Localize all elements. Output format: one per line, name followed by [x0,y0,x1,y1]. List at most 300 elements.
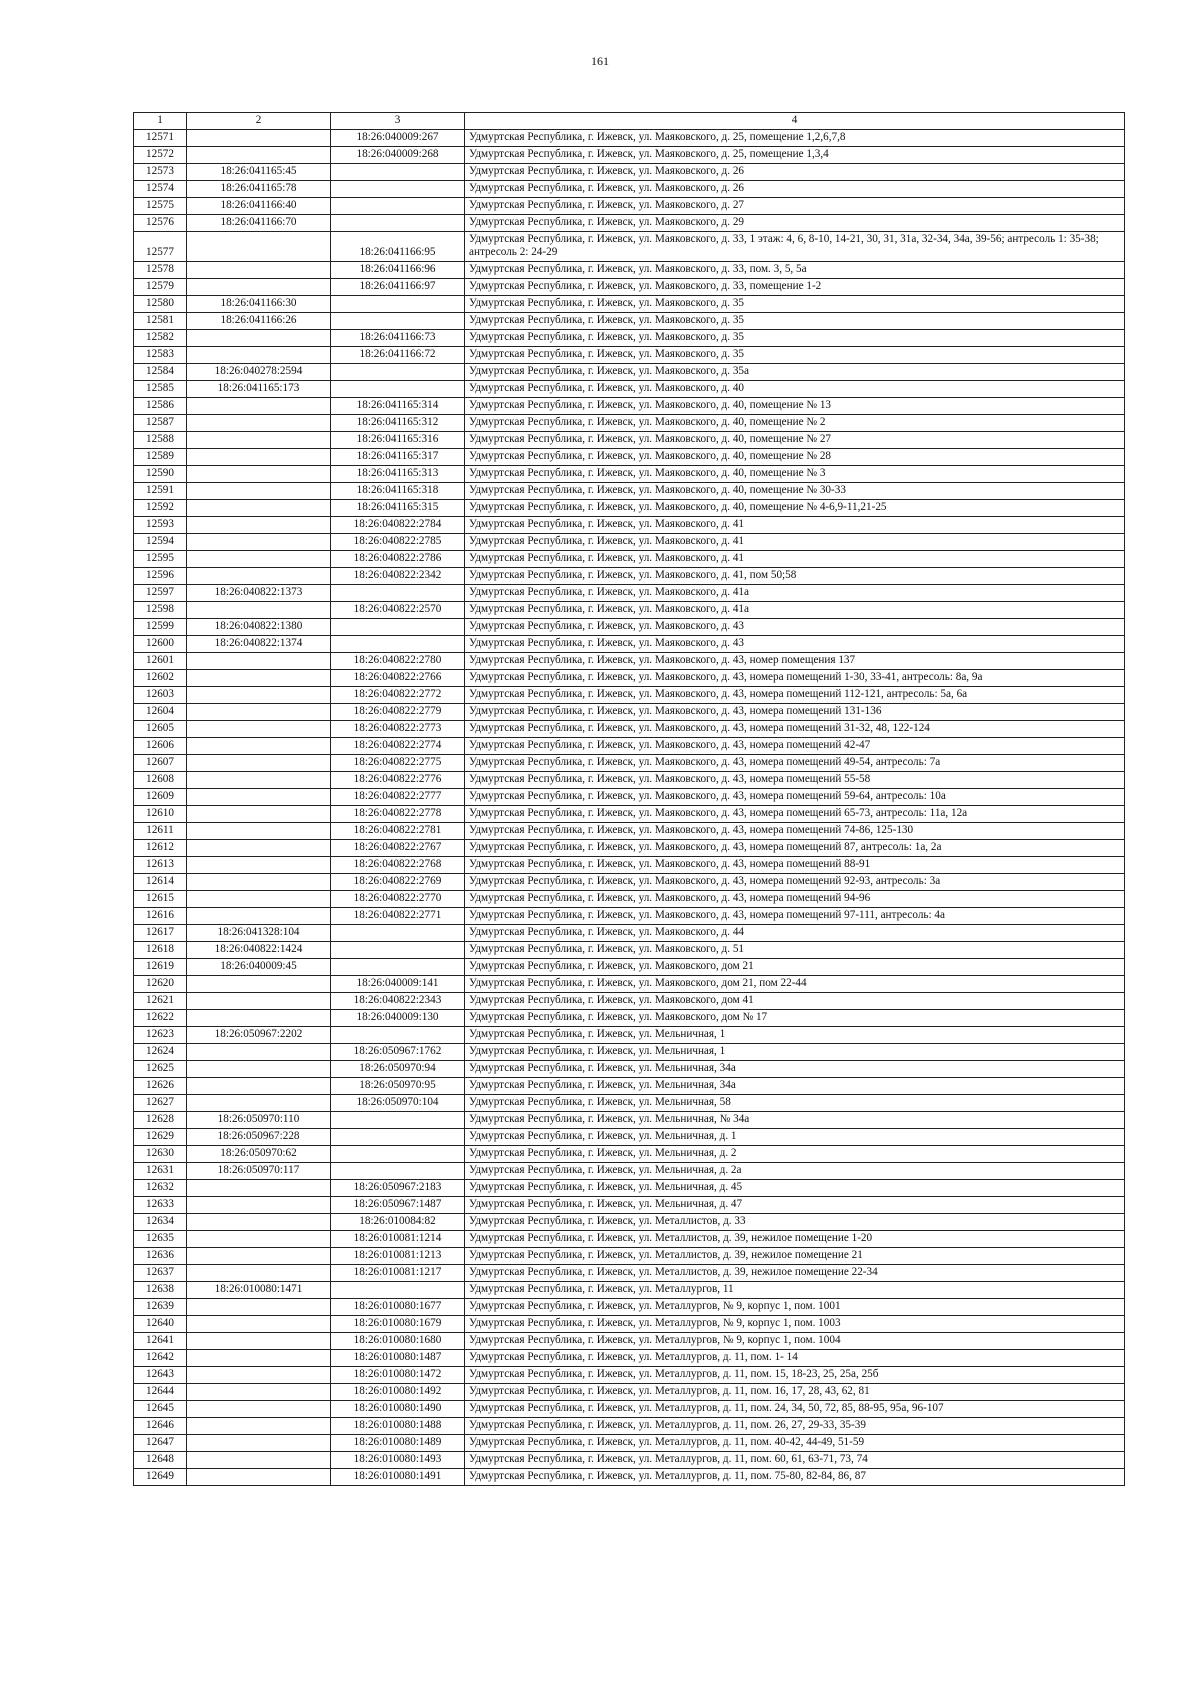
row-number-cell: 12597 [134,585,187,602]
table-row [134,585,1125,602]
premises-cadastral-cell: 18:26:040822:2778 [331,806,465,823]
cadastral-number-cell [187,534,331,551]
table-row [134,262,1125,279]
premises-cadastral-cell: 18:26:040822:2343 [331,993,465,1010]
premises-cadastral-cell: 18:26:040822:2772 [331,687,465,704]
premises-cadastral-cell [331,619,465,636]
premises-cadastral-cell: 18:26:041165:318 [331,483,465,500]
address-cell: Удмуртская Республика, г. Ижевск, ул. Мельничная, д. 45 [465,1180,1125,1197]
premises-cadastral-cell: 18:26:040822:2781 [331,823,465,840]
address-cell: Удмуртская Республика, г. Ижевск, ул. Маяковского, д. 43, номера помещений 49-54, антресоль: 7а [465,755,1125,772]
premises-cadastral-cell: 18:26:041166:73 [331,330,465,347]
row-number-cell: 12648 [134,1452,187,1469]
cadastral-number-cell [187,483,331,500]
premises-cadastral-cell [331,215,465,232]
cadastral-number-cell [187,568,331,585]
cadastral-number-cell [187,415,331,432]
table-row [134,806,1125,823]
cadastral-number-cell [187,1299,331,1316]
premises-cadastral-cell: 18:26:040822:2784 [331,517,465,534]
row-number-cell: 12642 [134,1350,187,1367]
row-number-cell: 12641 [134,1333,187,1350]
premises-cadastral-cell: 18:26:040822:2770 [331,891,465,908]
row-number-cell: 12607 [134,755,187,772]
address-cell: Удмуртская Республика, г. Ижевск, ул. Маяковского, д. 43, номера помещений 1-30, 33-41, антресоль: 8а, 9а [465,670,1125,687]
premises-cadastral-cell: 18:26:040822:2769 [331,874,465,891]
cadastral-number-cell: 18:26:041328:104 [187,925,331,942]
table-row [134,347,1125,364]
cadastral-number-cell [187,976,331,993]
row-number-cell: 12620 [134,976,187,993]
address-cell: Удмуртская Республика, г. Ижевск, ул. Металлургов, д. 11, пом. 1- 14 [465,1350,1125,1367]
cadastral-number-cell: 18:26:041166:40 [187,198,331,215]
premises-cadastral-cell: 18:26:040822:2773 [331,721,465,738]
address-cell: Удмуртская Республика, г. Ижевск, ул. Маяковского, д. 35а [465,364,1125,381]
table-row [134,181,1125,198]
cadastral-number-cell [187,874,331,891]
cadastral-number-cell [187,908,331,925]
cadastral-number-cell: 18:26:050970:110 [187,1112,331,1129]
row-number-cell: 12637 [134,1265,187,1282]
cadastral-number-cell [187,1384,331,1401]
address-cell: Удмуртская Республика, г. Ижевск, ул. Маяковского, д. 43, номера помещений 31-32, 48, 122-124 [465,721,1125,738]
row-number-cell: 12589 [134,449,187,466]
row-number-cell: 12593 [134,517,187,534]
premises-cadastral-cell: 18:26:040009:141 [331,976,465,993]
premises-cadastral-cell: 18:26:050970:94 [331,1061,465,1078]
address-cell: Удмуртская Республика, г. Ижевск, ул. Маяковского, д. 41, пом 50;58 [465,568,1125,585]
premises-cadastral-cell: 18:26:040822:2766 [331,670,465,687]
cadastral-number-cell [187,653,331,670]
row-number-cell: 12630 [134,1146,187,1163]
premises-cadastral-cell [331,1027,465,1044]
row-number-cell: 12572 [134,147,187,164]
table-row [134,1112,1125,1129]
row-number-cell: 12647 [134,1435,187,1452]
cadastral-number-cell [187,1333,331,1350]
row-number-cell: 12602 [134,670,187,687]
row-number-cell: 12595 [134,551,187,568]
table-row [134,1078,1125,1095]
table-row [134,1282,1125,1299]
row-number-cell: 12603 [134,687,187,704]
cadastral-number-cell: 18:26:040822:1424 [187,942,331,959]
premises-cadastral-cell [331,296,465,313]
address-cell: Удмуртская Республика, г. Ижевск, ул. Металлургов, 11 [465,1282,1125,1299]
cadastral-number-cell [187,1180,331,1197]
row-number-cell: 12579 [134,279,187,296]
premises-cadastral-cell: 18:26:041165:312 [331,415,465,432]
table-row [134,925,1125,942]
cadastral-number-cell [187,840,331,857]
table-row [134,313,1125,330]
premises-cadastral-cell: 18:26:040822:2780 [331,653,465,670]
address-cell: Удмуртская Республика, г. Ижевск, ул. Маяковского, д. 43, номера помещений 88-91 [465,857,1125,874]
cadastral-number-cell [187,517,331,534]
table-row [134,483,1125,500]
table-row [134,147,1125,164]
row-number-cell: 12622 [134,1010,187,1027]
row-number-cell: 12636 [134,1248,187,1265]
address-cell: Удмуртская Республика, г. Ижевск, ул. Металлургов, д. 11, пом. 16, 17, 28, 43, 62, 81 [465,1384,1125,1401]
row-number-cell: 12621 [134,993,187,1010]
cadastral-number-cell [187,262,331,279]
premises-cadastral-cell: 18:26:010081:1213 [331,1248,465,1265]
premises-cadastral-cell: 18:26:010080:1487 [331,1350,465,1367]
premises-cadastral-cell: 18:26:050967:2183 [331,1180,465,1197]
cadastral-number-cell [187,687,331,704]
premises-cadastral-cell: 18:26:050967:1762 [331,1044,465,1061]
table-row [134,891,1125,908]
cadastral-number-cell [187,670,331,687]
premises-cadastral-cell: 18:26:040009:268 [331,147,465,164]
cadastral-number-cell: 18:26:040009:45 [187,959,331,976]
table-row [134,517,1125,534]
premises-cadastral-cell: 18:26:040822:2777 [331,789,465,806]
table-row [134,432,1125,449]
table-row [134,908,1125,925]
premises-cadastral-cell: 18:26:041165:317 [331,449,465,466]
address-cell: Удмуртская Республика, г. Ижевск, ул. Металлистов, д. 39, нежилое помещение 21 [465,1248,1125,1265]
address-cell: Удмуртская Республика, г. Ижевск, ул. Металлургов, № 9, корпус 1, пом. 1003 [465,1316,1125,1333]
table-row [134,449,1125,466]
row-number-cell: 12614 [134,874,187,891]
address-cell: Удмуртская Республика, г. Ижевск, ул. Маяковского, д. 40, помещение № 28 [465,449,1125,466]
table-row [134,1197,1125,1214]
premises-cadastral-cell [331,1129,465,1146]
row-number-cell: 12580 [134,296,187,313]
row-number-cell: 12599 [134,619,187,636]
table-row [134,874,1125,891]
address-cell: Удмуртская Республика, г. Ижевск, ул. Металлургов, д. 11, пом. 75-80, 82-84, 86, 87 [465,1469,1125,1486]
premises-cadastral-cell: 18:26:040009:130 [331,1010,465,1027]
address-cell: Удмуртская Республика, г. Ижевск, ул. Маяковского, д. 41 [465,517,1125,534]
row-number-cell: 12577 [134,232,187,262]
address-cell: Удмуртская Республика, г. Ижевск, ул. Мельничная, д. 1 [465,1129,1125,1146]
table-row [134,398,1125,415]
row-number-cell: 12615 [134,891,187,908]
table-body [134,130,1125,1486]
address-cell: Удмуртская Республика, г. Ижевск, ул. Маяковского, д. 35 [465,330,1125,347]
row-number-cell: 12587 [134,415,187,432]
table-row [134,1027,1125,1044]
premises-cadastral-cell: 18:26:010080:1677 [331,1299,465,1316]
cadastral-number-cell [187,1197,331,1214]
premises-cadastral-cell: 18:26:010080:1489 [331,1435,465,1452]
row-number-cell: 12581 [134,313,187,330]
address-cell: Удмуртская Республика, г. Ижевск, ул. Маяковского, д. 40, помещение № 2 [465,415,1125,432]
premises-cadastral-cell: 18:26:041165:316 [331,432,465,449]
address-cell: Удмуртская Республика, г. Ижевск, ул. Мельничная, 34а [465,1061,1125,1078]
address-cell: Удмуртская Республика, г. Ижевск, ул. Маяковского, д. 26 [465,181,1125,198]
cadastral-number-cell [187,1010,331,1027]
cadastral-number-cell [187,551,331,568]
table-row [134,993,1125,1010]
row-number-cell: 12623 [134,1027,187,1044]
address-cell: Удмуртская Республика, г. Ижевск, ул. Маяковского, д. 33, 1 этаж: 4, 6, 8-10, 14-21, 30, 31, 31а, 32-34, 34а, 39-56; антресоль 1: 35-38; антресоль 2: 24-29 [465,232,1125,262]
row-number-cell: 12649 [134,1469,187,1486]
cadastral-number-cell: 18:26:050970:62 [187,1146,331,1163]
cadastral-number-cell [187,1401,331,1418]
address-cell: Удмуртская Республика, г. Ижевск, ул. Маяковского, д. 40, помещение № 27 [465,432,1125,449]
premises-cadastral-cell [331,364,465,381]
table-row [134,500,1125,517]
table-row [134,704,1125,721]
cadastral-number-cell [187,500,331,517]
premises-cadastral-cell: 18:26:050967:1487 [331,1197,465,1214]
table-row [134,1180,1125,1197]
row-number-cell: 12631 [134,1163,187,1180]
row-number-cell: 12575 [134,198,187,215]
row-number-cell: 12633 [134,1197,187,1214]
row-number-cell: 12625 [134,1061,187,1078]
row-number-cell: 12598 [134,602,187,619]
address-cell: Удмуртская Республика, г. Ижевск, ул. Металлургов, д. 11, пом. 60, 61, 63-71, 73, 74 [465,1452,1125,1469]
premises-cadastral-cell: 18:26:010081:1217 [331,1265,465,1282]
row-number-cell: 12638 [134,1282,187,1299]
premises-cadastral-cell: 18:26:010084:82 [331,1214,465,1231]
table-row [134,772,1125,789]
cadastral-number-cell [187,704,331,721]
table-row [134,602,1125,619]
address-cell: Удмуртская Республика, г. Ижевск, ул. Маяковского, д. 43, номера помещений 131-136 [465,704,1125,721]
table-row [134,198,1125,215]
premises-cadastral-cell: 18:26:010080:1472 [331,1367,465,1384]
address-cell: Удмуртская Республика, г. Ижевск, ул. Металлургов, д. 11, пом. 15, 18-23, 25, 25а, 25б [465,1367,1125,1384]
row-number-cell: 12582 [134,330,187,347]
address-cell: Удмуртская Республика, г. Ижевск, ул. Маяковского, д. 41а [465,585,1125,602]
premises-cadastral-cell: 18:26:040822:2776 [331,772,465,789]
cadastral-number-cell [187,1367,331,1384]
row-number-cell: 12608 [134,772,187,789]
address-cell: Удмуртская Республика, г. Ижевск, ул. Маяковского, дом № 17 [465,1010,1125,1027]
cadastral-number-cell: 18:26:040278:2594 [187,364,331,381]
table-row [134,823,1125,840]
address-cell: Удмуртская Республика, г. Ижевск, ул. Металлистов, д. 33 [465,1214,1125,1231]
table-row [134,636,1125,653]
table-header-row [134,113,1125,130]
table-row [134,1095,1125,1112]
cadastral-number-cell: 18:26:010080:1471 [187,1282,331,1299]
address-cell: Удмуртская Республика, г. Ижевск, ул. Маяковского, д. 25, помещение 1,2,6,7,8 [465,130,1125,147]
register-table [133,112,1125,1486]
cadastral-number-cell [187,1061,331,1078]
cadastral-number-cell [187,1316,331,1333]
row-number-cell: 12594 [134,534,187,551]
table-row [134,1367,1125,1384]
address-cell: Удмуртская Республика, г. Ижевск, ул. Мельничная, д. 2 [465,1146,1125,1163]
address-cell: Удмуртская Республика, г. Ижевск, ул. Маяковского, д. 35 [465,347,1125,364]
row-number-cell: 12611 [134,823,187,840]
row-number-cell: 12610 [134,806,187,823]
address-cell: Удмуртская Республика, г. Ижевск, ул. Мельничная, № 34а [465,1112,1125,1129]
premises-cadastral-cell: 18:26:010080:1490 [331,1401,465,1418]
address-cell: Удмуртская Республика, г. Ижевск, ул. Маяковского, д. 43, номера помещений 112-121, антресоль: 5а, 6а [465,687,1125,704]
row-number-cell: 12643 [134,1367,187,1384]
address-cell: Удмуртская Республика, г. Ижевск, ул. Мельничная, д. 47 [465,1197,1125,1214]
address-cell: Удмуртская Республика, г. Ижевск, ул. Маяковского, дом 41 [465,993,1125,1010]
table-row [134,130,1125,147]
premises-cadastral-cell [331,942,465,959]
address-cell: Удмуртская Республика, г. Ижевск, ул. Мельничная, 1 [465,1044,1125,1061]
premises-cadastral-cell [331,381,465,398]
table-row [134,840,1125,857]
address-cell: Удмуртская Республика, г. Ижевск, ул. Мельничная, 1 [465,1027,1125,1044]
table-row [134,1163,1125,1180]
address-cell: Удмуртская Республика, г. Ижевск, ул. Маяковского, д. 51 [465,942,1125,959]
cadastral-number-cell [187,891,331,908]
premises-cadastral-cell: 18:26:041166:72 [331,347,465,364]
cadastral-number-cell [187,147,331,164]
row-number-cell: 12586 [134,398,187,415]
cadastral-number-cell [187,466,331,483]
address-cell: Удмуртская Республика, г. Ижевск, ул. Металлургов, д. 11, пом. 24, 34, 50, 72, 85, 88-95, 95а, 96-107 [465,1401,1125,1418]
cadastral-number-cell [187,432,331,449]
row-number-cell: 12644 [134,1384,187,1401]
table-row [134,653,1125,670]
row-number-cell: 12616 [134,908,187,925]
cadastral-number-cell [187,1469,331,1486]
address-cell: Удмуртская Республика, г. Ижевск, ул. Маяковского, д. 27 [465,198,1125,215]
table-row [134,232,1125,262]
row-number-cell: 12606 [134,738,187,755]
cadastral-number-cell: 18:26:041165:45 [187,164,331,181]
cadastral-number-cell: 18:26:041166:26 [187,313,331,330]
row-number-cell: 12604 [134,704,187,721]
address-cell: Удмуртская Республика, г. Ижевск, ул. Металлистов, д. 39, нежилое помещение 22-34 [465,1265,1125,1282]
cadastral-number-cell [187,347,331,364]
row-number-cell: 12629 [134,1129,187,1146]
table-row [134,364,1125,381]
table-row [134,857,1125,874]
cadastral-number-cell [187,857,331,874]
premises-cadastral-cell [331,198,465,215]
table-row [134,466,1125,483]
premises-cadastral-cell: 18:26:040822:2775 [331,755,465,772]
premises-cadastral-cell: 18:26:010080:1680 [331,1333,465,1350]
cadastral-number-cell [187,1452,331,1469]
premises-cadastral-cell: 18:26:050970:104 [331,1095,465,1112]
row-number-cell: 12627 [134,1095,187,1112]
cadastral-number-cell: 18:26:040822:1374 [187,636,331,653]
row-number-cell: 12612 [134,840,187,857]
address-cell: Удмуртская Республика, г. Ижевск, ул. Маяковского, д. 33, помещение 1-2 [465,279,1125,296]
address-cell: Удмуртская Республика, г. Ижевск, ул. Маяковского, д. 26 [465,164,1125,181]
address-cell: Удмуртская Республика, г. Ижевск, ул. Маяковского, д. 43 [465,636,1125,653]
row-number-cell: 12632 [134,1180,187,1197]
cadastral-number-cell [187,1350,331,1367]
address-cell: Удмуртская Республика, г. Ижевск, ул. Маяковского, д. 35 [465,313,1125,330]
cadastral-number-cell [187,449,331,466]
cadastral-number-cell [187,1418,331,1435]
cadastral-number-cell [187,789,331,806]
cadastral-number-cell [187,993,331,1010]
address-cell: Удмуртская Республика, г. Ижевск, ул. Маяковского, д. 43, номера помещений 87, антресоль: 1а, 2а [465,840,1125,857]
address-cell: Удмуртская Республика, г. Ижевск, ул. Маяковского, д. 33, пом. 3, 5, 5а [465,262,1125,279]
row-number-cell: 12609 [134,789,187,806]
premises-cadastral-cell: 18:26:010080:1488 [331,1418,465,1435]
premises-cadastral-cell: 18:26:040822:2767 [331,840,465,857]
cadastral-number-cell [187,1078,331,1095]
premises-cadastral-cell [331,1282,465,1299]
table-row [134,1146,1125,1163]
table-row [134,1265,1125,1282]
address-cell: Удмуртская Республика, г. Ижевск, ул. Маяковского, д. 29 [465,215,1125,232]
row-number-cell: 12646 [134,1418,187,1435]
premises-cadastral-cell [331,959,465,976]
address-cell: Удмуртская Республика, г. Ижевск, ул. Маяковского, д. 35 [465,296,1125,313]
address-cell: Удмуртская Республика, г. Ижевск, ул. Маяковского, дом 21, пом 22-44 [465,976,1125,993]
address-cell: Удмуртская Республика, г. Ижевск, ул. Маяковского, д. 41 [465,551,1125,568]
table-row [134,1384,1125,1401]
cadastral-number-cell [187,398,331,415]
cadastral-number-cell [187,755,331,772]
address-cell: Удмуртская Республика, г. Ижевск, ул. Маяковского, д. 43, номера помещений 42-47 [465,738,1125,755]
address-cell: Удмуртская Республика, г. Ижевск, ул. Маяковского, д. 43 [465,619,1125,636]
address-cell: Удмуртская Республика, г. Ижевск, ул. Металлургов, № 9, корпус 1, пом. 1001 [465,1299,1125,1316]
premises-cadastral-cell [331,313,465,330]
table-row [134,1214,1125,1231]
cadastral-number-cell [187,1214,331,1231]
premises-cadastral-cell: 18:26:040009:267 [331,130,465,147]
table-row [134,959,1125,976]
table-row [134,1435,1125,1452]
premises-cadastral-cell: 18:26:010080:1492 [331,1384,465,1401]
address-cell: Удмуртская Республика, г. Ижевск, ул. Маяковского, д. 25, помещение 1,3,4 [465,147,1125,164]
premises-cadastral-cell: 18:26:040822:2771 [331,908,465,925]
address-cell: Удмуртская Республика, г. Ижевск, ул. Маяковского, д. 43, номера помещений 94-96 [465,891,1125,908]
table-row [134,789,1125,806]
premises-cadastral-cell: 18:26:041166:95 [331,232,465,262]
cadastral-number-cell: 18:26:050967:228 [187,1129,331,1146]
premises-cadastral-cell [331,585,465,602]
row-number-cell: 12634 [134,1214,187,1231]
table-row [134,1350,1125,1367]
page-number: 161 [591,54,609,68]
table-row [134,1129,1125,1146]
premises-cadastral-cell [331,636,465,653]
table-row [134,415,1125,432]
table-row [134,942,1125,959]
column-header: 3 [331,113,465,130]
premises-cadastral-cell: 18:26:041166:96 [331,262,465,279]
table-row [134,976,1125,993]
cadastral-number-cell [187,1231,331,1248]
row-number-cell: 12635 [134,1231,187,1248]
address-cell: Удмуртская Республика, г. Ижевск, ул. Металлургов, д. 11, пом. 40-42, 44-49, 51-59 [465,1435,1125,1452]
cadastral-number-cell [187,1044,331,1061]
cadastral-number-cell [187,1435,331,1452]
table-row [134,1010,1125,1027]
table-row [134,755,1125,772]
address-cell: Удмуртская Республика, г. Ижевск, ул. Маяковского, д. 40, помещение № 4-6,9-11,21-25 [465,500,1125,517]
premises-cadastral-cell: 18:26:010080:1493 [331,1452,465,1469]
address-cell: Удмуртская Республика, г. Ижевск, ул. Маяковского, д. 43, номера помещений 65-73, антресоль: 11а, 12а [465,806,1125,823]
row-number-cell: 12645 [134,1401,187,1418]
table-row [134,279,1125,296]
premises-cadastral-cell [331,181,465,198]
premises-cadastral-cell: 18:26:040822:2785 [331,534,465,551]
row-number-cell: 12590 [134,466,187,483]
row-number-cell: 12624 [134,1044,187,1061]
row-number-cell: 12619 [134,959,187,976]
table-row [134,164,1125,181]
address-cell: Удмуртская Республика, г. Ижевск, ул. Металлистов, д. 39, нежилое помещение 1-20 [465,1231,1125,1248]
address-cell: Удмуртская Республика, г. Ижевск, ул. Маяковского, д. 40, помещение № 3 [465,466,1125,483]
cadastral-number-cell: 18:26:050970:117 [187,1163,331,1180]
row-number-cell: 12578 [134,262,187,279]
address-cell: Удмуртская Республика, г. Ижевск, ул. Металлургов, № 9, корпус 1, пом. 1004 [465,1333,1125,1350]
